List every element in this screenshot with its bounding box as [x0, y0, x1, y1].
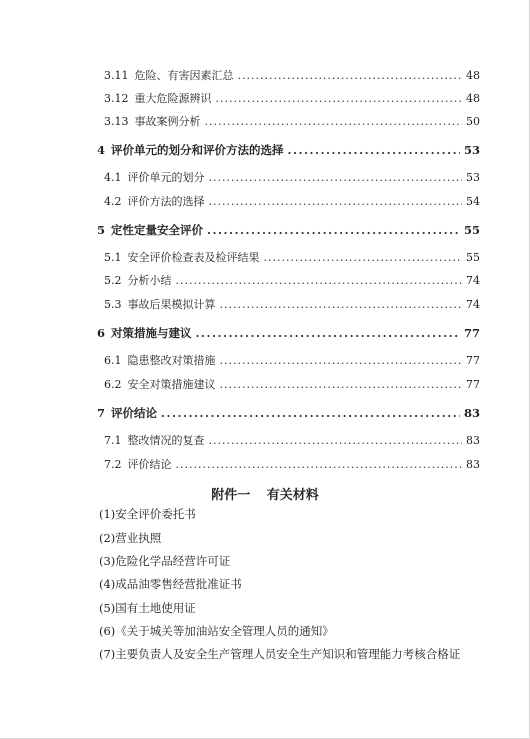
toc-entry[interactable] — [104, 169, 480, 185]
toc-number: 3.12 — [104, 92, 129, 105]
toc-number: 6.2 — [104, 378, 122, 391]
toc-title: 隐患整改对策措施 — [127, 354, 216, 367]
toc-page-number: 50 — [466, 115, 480, 128]
toc-title: 整改情况的复查 — [127, 434, 205, 447]
toc-leader-dots — [264, 251, 463, 264]
toc-page-number: 77 — [466, 354, 480, 367]
toc-number: 6 — [97, 326, 106, 340]
toc-leader-dots — [220, 354, 463, 367]
toc-chapter-entry[interactable] — [97, 325, 480, 341]
toc-title: 评价方法的选择 — [127, 195, 205, 208]
toc-leader-dots — [220, 378, 463, 391]
toc-leader-dots — [238, 69, 463, 82]
toc-leader-dots — [209, 434, 463, 447]
toc-page-number: 83 — [463, 406, 480, 420]
toc-leader-dots — [209, 171, 463, 184]
appendix-item: (4)成品油零售经营批准证书 — [99, 577, 242, 591]
toc-number: 5.1 — [104, 251, 122, 264]
toc-entry[interactable] — [104, 456, 480, 472]
toc-leader-dots — [207, 223, 460, 237]
appendix-title-number: 附件一 — [211, 488, 251, 503]
toc-page-number: 54 — [466, 195, 480, 208]
toc-page-number: 77 — [463, 326, 480, 340]
toc-title: 评价单元的划分 — [127, 171, 205, 184]
toc-entry[interactable] — [104, 67, 480, 83]
toc-entry[interactable] — [104, 113, 480, 129]
toc-page-number: 48 — [466, 92, 480, 105]
toc-number: 4.1 — [104, 171, 122, 184]
toc-number: 6.1 — [104, 354, 122, 367]
toc-leader-dots — [209, 195, 463, 208]
appendix-title — [0, 484, 530, 503]
toc-page-number: 55 — [463, 223, 480, 237]
toc-chapter-entry[interactable] — [97, 142, 480, 158]
toc-entry[interactable] — [104, 296, 480, 312]
toc-title: 安全对策措施建议 — [127, 378, 216, 391]
appendix-item: (7)主要负责人及安全生产管理人员安全生产知识和管理能力考核合格证 — [99, 647, 461, 661]
toc-leader-dots — [176, 458, 463, 471]
toc-title: 重大危险源辨识 — [134, 92, 212, 105]
toc-page-number: 83 — [466, 458, 480, 471]
toc-chapter-entry[interactable] — [97, 222, 480, 238]
toc-page-number: 74 — [466, 274, 480, 287]
appendix-title-text: 有关材料 — [266, 488, 319, 503]
toc-entry[interactable] — [104, 352, 480, 368]
toc-number: 4 — [97, 143, 106, 157]
toc-chapter-entry[interactable] — [97, 405, 480, 421]
toc-number: 4.2 — [104, 195, 122, 208]
toc-title: 危险、有害因素汇总 — [134, 69, 234, 82]
toc-title: 对策措施与建议 — [111, 326, 192, 340]
appendix-item: (3)危险化学品经营许可证 — [99, 554, 231, 568]
toc-number: 5.2 — [104, 274, 122, 287]
toc-title: 安全评价检查表及检评结果 — [127, 251, 260, 264]
toc-leader-dots — [196, 326, 460, 340]
toc-leader-dots — [220, 298, 463, 311]
toc-title: 分析小结 — [127, 274, 172, 287]
toc-number: 5 — [97, 223, 106, 237]
toc-leader-dots — [216, 92, 463, 105]
toc-entry[interactable] — [104, 193, 480, 209]
toc-number: 3.11 — [104, 69, 129, 82]
toc-leader-dots — [288, 143, 460, 157]
toc-entry[interactable] — [104, 249, 480, 265]
toc-page-number: 48 — [466, 69, 480, 82]
toc-title: 评价结论 — [111, 406, 158, 420]
toc-page-number: 74 — [466, 298, 480, 311]
toc-number: 3.13 — [104, 115, 129, 128]
toc-number: 5.3 — [104, 298, 122, 311]
toc-entry[interactable] — [104, 90, 480, 106]
toc-title: 事故后果模拟计算 — [127, 298, 216, 311]
appendix-item: (1)安全评价委托书 — [99, 507, 196, 521]
appendix-item: (5)国有土地使用证 — [99, 601, 196, 615]
toc-entry[interactable] — [104, 376, 480, 392]
toc-entry[interactable] — [104, 272, 480, 288]
appendix-item: (2)营业执照 — [99, 531, 162, 545]
toc-leader-dots — [176, 274, 463, 287]
toc-page-number: 77 — [466, 378, 480, 391]
toc-number: 7.1 — [104, 434, 122, 447]
toc-entry[interactable] — [104, 432, 480, 448]
toc-page-number: 83 — [466, 434, 480, 447]
toc-leader-dots — [161, 406, 460, 420]
toc-page-number: 53 — [463, 143, 480, 157]
toc-page-number: 55 — [466, 251, 480, 264]
toc-page-number: 53 — [466, 171, 480, 184]
toc-title: 评价单元的划分和评价方法的选择 — [111, 143, 284, 157]
appendix-item: (6)《关于城关等加油站安全管理人员的通知》 — [99, 624, 334, 638]
toc-title: 事故案例分析 — [134, 115, 201, 128]
toc-leader-dots — [205, 115, 463, 128]
toc-number: 7.2 — [104, 458, 122, 471]
toc-title: 定性定量安全评价 — [111, 223, 204, 237]
toc-title: 评价结论 — [127, 458, 172, 471]
toc-number: 7 — [97, 406, 106, 420]
